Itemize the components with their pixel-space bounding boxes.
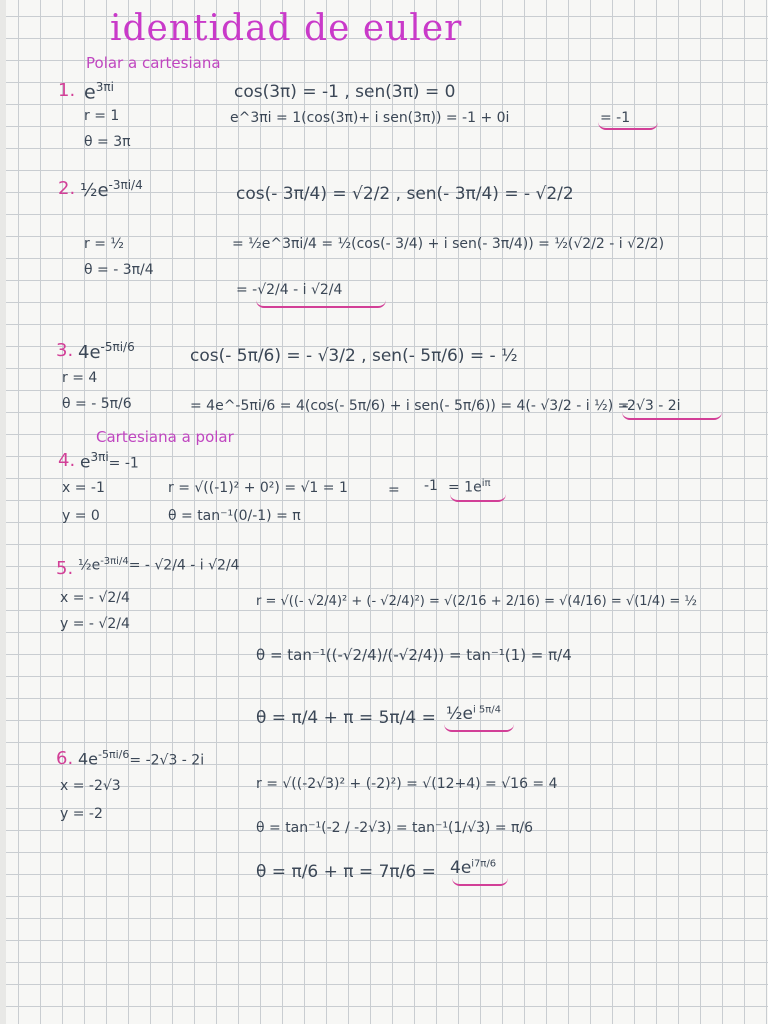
exercise-result: = $1e^{i\pi}$ — [448, 478, 491, 496]
x-value: x = -2√3 — [60, 778, 121, 794]
angle-adjustment: θ = π/4 + π = 5π/4 = — [256, 708, 436, 728]
exercise-expression: $e^{3\pi i}= -1$ — [80, 450, 139, 473]
euler-expansion-line: e^3πi = 1(cos(3π)+ i sen(3π)) = -1 + 0i — [230, 110, 510, 126]
exercise-number: 5. — [56, 558, 74, 579]
section-heading-polar-to-cartesian: Polar a cartesiana — [86, 54, 221, 72]
exercise-result: = -√2/4 - i √2/4 — [236, 282, 343, 298]
y-value: y = 0 — [62, 508, 100, 524]
exercise-result: $\frac{1}{2}e^{i 5\pi/4}$ — [446, 704, 502, 724]
exercise-result: $4e^{i7\pi/6}$ — [450, 858, 497, 878]
trig-values-line: cos(- 5π/6) = - √3/2 , sen(- 5π/6) = - ½ — [190, 346, 518, 366]
y-value: y = -2 — [60, 806, 103, 822]
page-title: identidad de euler — [110, 8, 463, 49]
exercise-result: = -1 — [600, 110, 631, 126]
angle-value: θ = - 5π/6 — [62, 396, 132, 412]
result-underline — [622, 412, 722, 420]
euler-expansion-line: = ½e^3πi/4 = ½(cos(- 3/4) + i sen(- 3π/4)) = ½(√2/2 - i √2/2) — [232, 236, 665, 252]
angle-value: θ = 3π — [84, 134, 131, 150]
exercise-expression: $4e^{-5\pi i/6}= -2√3 - 2i$ — [78, 748, 205, 769]
section-heading-cartesian-to-polar: Cartesiana a polar — [96, 428, 234, 446]
trig-values-line: cos(- 3π/4) = √2/2 , sen(- 3π/4) = - √2/2 — [236, 184, 574, 204]
y-value: y = - √2/4 — [60, 616, 130, 632]
exercise-number: 2. — [58, 178, 76, 199]
exercise-expression: $4e^{-5\pi i/6}$ — [78, 340, 135, 363]
angle-calculation: θ = tan⁻¹((-√2/4)/(-√2/4)) = tan⁻¹(1) = π/4 — [256, 646, 572, 664]
result-cartesian: -1 — [424, 478, 438, 494]
exercise-number: 1. — [58, 80, 76, 101]
modulus-calculation: r = √((-2√3)² + (-2)²) = √(12+4) = √16 = 4 — [256, 776, 558, 792]
equals-sign: = — [388, 482, 400, 498]
result-underline — [256, 300, 386, 308]
trig-values-line: cos(3π) = -1 , sen(3π) = 0 — [234, 82, 456, 102]
angle-calculation: θ = tan⁻¹(-2 / -2√3) = tan⁻¹(1/√3) = π/6 — [256, 820, 534, 836]
angle-calculation: θ = tan⁻¹(0/-1) = π — [168, 508, 301, 524]
notebook-binding-edge — [0, 0, 6, 1024]
result-underline — [452, 878, 508, 886]
result-underline — [598, 122, 658, 130]
x-value: x = -1 — [62, 480, 105, 496]
exercise-number: 6. — [56, 748, 74, 769]
modulus-value: r = 1 — [84, 108, 120, 124]
exercise-result: -2√3 - 2i — [622, 398, 681, 414]
modulus-calculation: r = √((-1)² + 0²) = √1 = 1 — [168, 480, 348, 496]
angle-adjustment: θ = π/6 + π = 7π/6 = — [256, 862, 436, 882]
exercise-expression: $\frac{1}{2}e^{-3\pi i/4}$ — [80, 178, 143, 201]
result-underline — [450, 494, 506, 502]
exercise-number: 4. — [58, 450, 76, 471]
result-underline — [444, 724, 514, 732]
x-value: x = - √2/4 — [60, 590, 130, 606]
exercise-number: 3. — [56, 340, 74, 361]
exercise-expression: $\frac{1}{2}e^{-3\pi i/4}= - √2/4 - i$ √2/4 — [78, 556, 240, 574]
angle-value: θ = - 3π/4 — [84, 262, 154, 278]
modulus-value: r = 4 — [62, 370, 98, 386]
modulus-value: r = ½ — [84, 236, 124, 252]
modulus-calculation: r = √((- √2/4)² + (- √2/4)²) = √(2/16 + 2/16) = √(4/16) = √(1/4) = ½ — [256, 594, 698, 609]
exercise-expression: $e^{3\pi i}$ — [84, 80, 114, 104]
euler-expansion-line: = 4e^-5πi/6 = 4(cos(- 5π/6) + i sen(- 5π/6)) = 4(- √3/2 - i ½) = — [190, 398, 630, 414]
